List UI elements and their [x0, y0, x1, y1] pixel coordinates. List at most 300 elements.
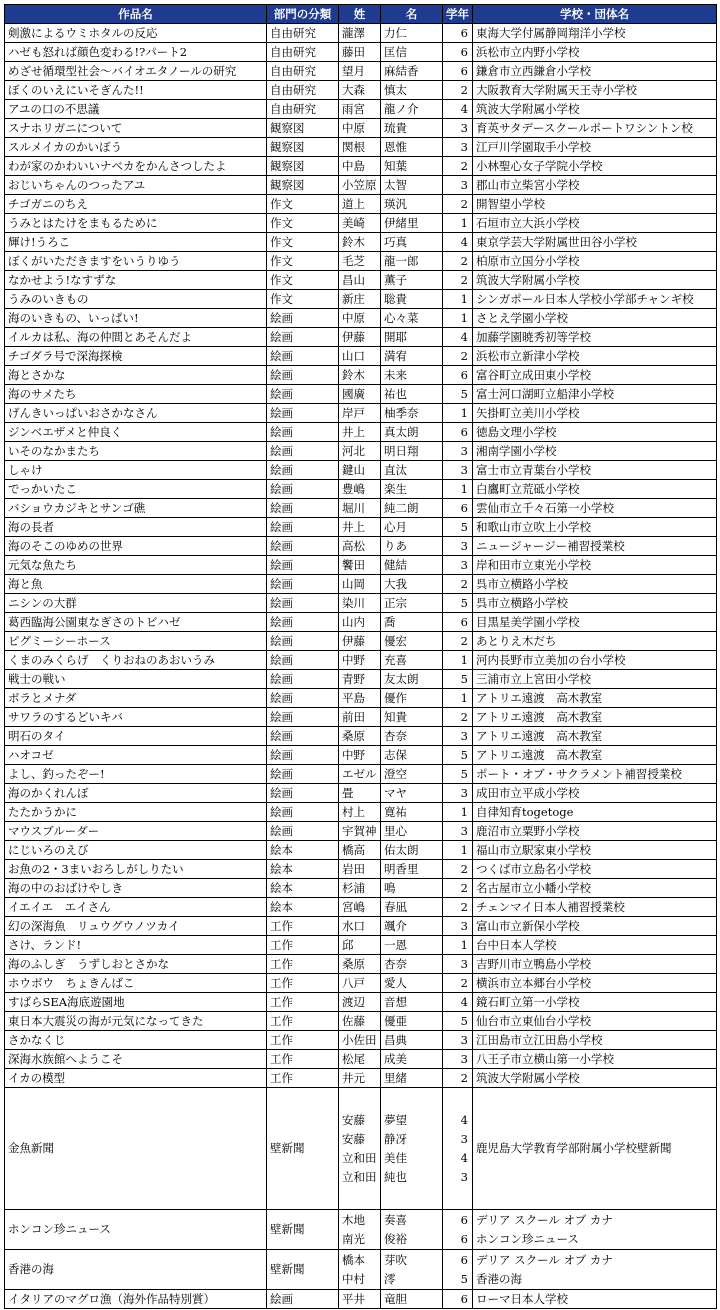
- cell-title: 海と魚: [5, 575, 267, 594]
- cell-title: めざせ循環型社会〜バイオエタノールの研究: [5, 62, 267, 81]
- cell-members-first: [381, 1250, 443, 1290]
- table-row: [5, 138, 717, 157]
- cell-category: 自由研究: [267, 43, 339, 62]
- cell-grade: 3: [443, 176, 473, 195]
- table-row: [5, 556, 717, 575]
- cell-last-name: 中野: [339, 651, 381, 670]
- cell-school: 名古屋市立小幡小学校: [473, 879, 717, 898]
- table-row: [5, 689, 717, 708]
- cell-last-name: 中原: [339, 309, 381, 328]
- table-row: [5, 385, 717, 404]
- cell-grade: 2: [443, 575, 473, 594]
- cell-school: 石垣市立大浜小学校: [473, 214, 717, 233]
- cell-school: 横浜市立本郷台小学校: [473, 974, 717, 993]
- cell-first-name: 愛人: [381, 974, 443, 993]
- cell-last-name: 岸戸: [339, 404, 381, 423]
- cell-grade: 2: [443, 860, 473, 879]
- cell-title: イタリアのマグロ漁（海外作品特別賞）: [5, 1290, 267, 1309]
- cell-school: 呉市立横路小学校: [473, 575, 717, 594]
- cell-last-name: 堀川: [339, 499, 381, 518]
- cell-first-name: 鳴: [381, 879, 443, 898]
- school-line: デリア スクール オブ カナ: [476, 1252, 613, 1267]
- cell-school: あとりえ木だち: [473, 632, 717, 651]
- cell-title: 金魚新聞: [5, 1088, 267, 1210]
- cell-grade: 2: [443, 252, 473, 271]
- table-row: [5, 575, 717, 594]
- table-row: [5, 119, 717, 138]
- member-grade: 3: [460, 1169, 468, 1184]
- group-table-row: [5, 1088, 717, 1210]
- cell-category: 工作: [267, 936, 339, 955]
- award-table: [4, 4, 717, 1309]
- table-row: [5, 727, 717, 746]
- cell-title: 海のそこのゆめの世界: [5, 537, 267, 556]
- school-line: デリア スクール オブ カナ: [476, 1212, 613, 1227]
- cell-grade: 6: [443, 24, 473, 43]
- cell-title: 葛西臨海公園東なぎさのトビハゼ: [5, 613, 267, 632]
- cell-first-name: 佑太朗: [381, 841, 443, 860]
- cell-members-last: [339, 1250, 381, 1290]
- cell-first-name: 心々菜: [381, 309, 443, 328]
- cell-school: アトリエ遠渡 高木教室: [473, 708, 717, 727]
- cell-school: 河内長野市立美加の台小学校: [473, 651, 717, 670]
- cell-category: 絵画: [267, 689, 339, 708]
- member-last: 立和田: [342, 1169, 377, 1184]
- cell-last-name: 伊藤: [339, 328, 381, 347]
- cell-title: ホンコン珍ニュース: [5, 1210, 267, 1250]
- cell-first-name: 春凪: [381, 898, 443, 917]
- cell-title: ぼくのいえにいそぎんた!!: [5, 81, 267, 100]
- cell-title: チゴダラ号で深海探検: [5, 347, 267, 366]
- table-row: [5, 1069, 717, 1088]
- cell-last-name: 佐藤: [339, 1012, 381, 1031]
- cell-title: バショウカジキとサンゴ礁: [5, 499, 267, 518]
- cell-school: 富士河口湖町立船津小学校: [473, 385, 717, 404]
- cell-grade: 1: [443, 936, 473, 955]
- cell-grade: 1: [443, 309, 473, 328]
- cell-category: 絵画: [267, 613, 339, 632]
- cell-category: 絵画: [267, 708, 339, 727]
- cell-school: 筑波大学附属小学校: [473, 100, 717, 119]
- table-row: [5, 537, 717, 556]
- cell-grade: 2: [443, 898, 473, 917]
- cell-last-name: 伊藤: [339, 632, 381, 651]
- cell-title: 元気な魚たち: [5, 556, 267, 575]
- member-first: 静冴: [384, 1131, 407, 1146]
- cell-title: うみのいきもの: [5, 290, 267, 309]
- header-last-name: 姓: [339, 5, 381, 24]
- table-row: [5, 841, 717, 860]
- cell-title: スルメイカのかいぼう: [5, 138, 267, 157]
- table-row: [5, 1290, 717, 1309]
- cell-category: 絵本: [267, 841, 339, 860]
- cell-school: 自律知育togetoge: [473, 803, 717, 822]
- cell-school: さとえ学園小学校: [473, 309, 717, 328]
- cell-last-name: 邱: [339, 936, 381, 955]
- member-grade: 6: [460, 1231, 468, 1246]
- cell-last-name: 桑原: [339, 727, 381, 746]
- table-row: [5, 993, 717, 1012]
- table-row: [5, 157, 717, 176]
- cell-first-name: 優亜: [381, 1012, 443, 1031]
- cell-school: ニュージャージー補習授業校: [473, 537, 717, 556]
- cell-grade: 1: [443, 651, 473, 670]
- cell-title: しゃけ: [5, 461, 267, 480]
- table-row: [5, 860, 717, 879]
- cell-category: 観察図: [267, 119, 339, 138]
- table-row: [5, 594, 717, 613]
- cell-last-name: 水口: [339, 917, 381, 936]
- cell-first-name: 楽生: [381, 480, 443, 499]
- cell-grade: 5: [443, 1012, 473, 1031]
- cell-category: 絵画: [267, 651, 339, 670]
- member-grade: 6: [460, 1252, 468, 1267]
- cell-first-name: 力仁: [381, 24, 443, 43]
- cell-title: でっかいたこ: [5, 480, 267, 499]
- cell-grade: 3: [443, 822, 473, 841]
- cell-members-last: [339, 1088, 381, 1210]
- cell-school: [473, 1088, 717, 1210]
- cell-category: 工作: [267, 993, 339, 1012]
- cell-title: 剣激によるウミホタルの反応: [5, 24, 267, 43]
- cell-title: ニシンの大群: [5, 594, 267, 613]
- cell-category: 絵画: [267, 746, 339, 765]
- cell-category: 作文: [267, 214, 339, 233]
- member-first: 奏喜: [384, 1212, 407, 1227]
- cell-title: 海のふしぎ うずしおとさかな: [5, 955, 267, 974]
- cell-title: さかなくじ: [5, 1031, 267, 1050]
- cell-school: 吉野川市立鴨島小学校: [473, 955, 717, 974]
- cell-first-name: 未来: [381, 366, 443, 385]
- cell-category: 絵画: [267, 328, 339, 347]
- cell-last-name: 美崎: [339, 214, 381, 233]
- cell-category: 作文: [267, 233, 339, 252]
- table-row: [5, 195, 717, 214]
- cell-first-name: 巧真: [381, 233, 443, 252]
- cell-category: 絵画: [267, 461, 339, 480]
- cell-first-name: 麻結香: [381, 62, 443, 81]
- cell-grade: 1: [443, 803, 473, 822]
- cell-category: 絵画: [267, 518, 339, 537]
- cell-grade: 1: [443, 480, 473, 499]
- member-last: 南光: [342, 1231, 365, 1246]
- cell-first-name: 充喜: [381, 651, 443, 670]
- cell-title: 海の長者: [5, 518, 267, 537]
- cell-grade: 6: [443, 423, 473, 442]
- cell-grade: 6: [443, 43, 473, 62]
- cell-last-name: 前田: [339, 708, 381, 727]
- table-row: [5, 176, 717, 195]
- cell-category: 作文: [267, 290, 339, 309]
- cell-last-name: 宮嶋: [339, 898, 381, 917]
- table-row: [5, 1031, 717, 1050]
- table-row: [5, 898, 717, 917]
- cell-school: 福山市立駅家東小学校: [473, 841, 717, 860]
- cell-first-name: 大我: [381, 575, 443, 594]
- cell-school: アトリエ遠渡 高木教室: [473, 689, 717, 708]
- table-row: [5, 480, 717, 499]
- cell-school: 白鷹町立荒砥小学校: [473, 480, 717, 499]
- cell-category: 絵画: [267, 423, 339, 442]
- cell-title: おじいちゃんのつったアユ: [5, 176, 267, 195]
- cell-last-name: 中野: [339, 746, 381, 765]
- cell-first-name: 瑛汎: [381, 195, 443, 214]
- cell-last-name: 鈴木: [339, 233, 381, 252]
- cell-category: 自由研究: [267, 100, 339, 119]
- cell-last-name: 新庄: [339, 290, 381, 309]
- member-last: 安藤: [342, 1112, 365, 1127]
- school-line: ホンコン珍ニュース: [476, 1231, 579, 1246]
- cell-first-name: 薫子: [381, 271, 443, 290]
- cell-category: 観察図: [267, 176, 339, 195]
- cell-school: 筑波大学附属小学校: [473, 1069, 717, 1088]
- cell-category: 工作: [267, 1012, 339, 1031]
- cell-school: チェンマイ日本人補習授業校: [473, 898, 717, 917]
- cell-last-name: 村上: [339, 803, 381, 822]
- table-body: [5, 24, 717, 1309]
- table-row: [5, 746, 717, 765]
- cell-last-name: 國廣: [339, 385, 381, 404]
- cell-title: げんきいっぱいおさかなさん: [5, 404, 267, 423]
- cell-title: ピグミーシーホース: [5, 632, 267, 651]
- cell-school: 仙台市立東仙台小学校: [473, 1012, 717, 1031]
- member-last: 木地: [342, 1212, 365, 1227]
- cell-grade: 2: [443, 157, 473, 176]
- cell-last-name: 松尾: [339, 1050, 381, 1069]
- cell-grade: 6: [443, 613, 473, 632]
- cell-first-name: 太智: [381, 176, 443, 195]
- table-row: [5, 803, 717, 822]
- cell-grade: 3: [443, 1050, 473, 1069]
- member-grade: 4: [460, 1112, 468, 1127]
- cell-title: 海のいきもの、いっぱい!: [5, 309, 267, 328]
- header-row: [5, 5, 717, 24]
- cell-first-name: 優宏: [381, 632, 443, 651]
- table-row: [5, 974, 717, 993]
- cell-last-name: 井元: [339, 1069, 381, 1088]
- cell-first-name: 昌典: [381, 1031, 443, 1050]
- school-line: 鹿児島大学教育学部附属小学校壁新聞: [476, 1141, 672, 1155]
- cell-last-name: 望月: [339, 62, 381, 81]
- cell-last-name: 八戸: [339, 974, 381, 993]
- member-last: 安藤: [342, 1131, 365, 1146]
- cell-school: 鏡石町立第一小学校: [473, 993, 717, 1012]
- table-row: [5, 423, 717, 442]
- cell-school: 台中日本人学校: [473, 936, 717, 955]
- cell-first-name: 祐也: [381, 385, 443, 404]
- cell-school: 富谷町立成田東小学校: [473, 366, 717, 385]
- cell-grade: 4: [443, 993, 473, 1012]
- table-row: [5, 499, 717, 518]
- cell-category: 作文: [267, 252, 339, 271]
- cell-school: 東海大学付属静岡翔洋小学校: [473, 24, 717, 43]
- cell-grade: 4: [443, 233, 473, 252]
- cell-first-name: 柚季奈: [381, 404, 443, 423]
- cell-category: 自由研究: [267, 24, 339, 43]
- cell-title: 幻の深海魚 リュウグウノツカイ: [5, 917, 267, 936]
- cell-first-name: 匡信: [381, 43, 443, 62]
- header-first-name: 名: [381, 5, 443, 24]
- cell-category: 絵画: [267, 822, 339, 841]
- cell-first-name: 成美: [381, 1050, 443, 1069]
- cell-category: 観察図: [267, 138, 339, 157]
- cell-first-name: 寛祐: [381, 803, 443, 822]
- cell-title: なかせよう!なすずな: [5, 271, 267, 290]
- table-row: [5, 252, 717, 271]
- member-last: 立和田: [342, 1150, 377, 1165]
- cell-first-name: 優作: [381, 689, 443, 708]
- cell-title: イルカは私、海の仲間とあそんだよ: [5, 328, 267, 347]
- cell-school: つくば市立島名小学校: [473, 860, 717, 879]
- header-grade: 学年: [443, 5, 473, 24]
- cell-last-name: 中島: [339, 157, 381, 176]
- cell-first-name: 龍一郎: [381, 252, 443, 271]
- member-last: 中村: [342, 1271, 365, 1286]
- cell-last-name: 雨宮: [339, 100, 381, 119]
- cell-last-name: 井上: [339, 518, 381, 537]
- cell-grade: 3: [443, 461, 473, 480]
- cell-first-name: 志保: [381, 746, 443, 765]
- group-table-row: [5, 1250, 717, 1290]
- cell-category: 工作: [267, 974, 339, 993]
- member-first: 夢望: [384, 1112, 407, 1127]
- cell-grade: 4: [443, 100, 473, 119]
- table-row: [5, 955, 717, 974]
- member-grade: 3: [460, 1131, 468, 1146]
- cell-grade: 3: [443, 556, 473, 575]
- member-last: 橋本: [342, 1252, 365, 1267]
- cell-title: うみとはたけをまもるために: [5, 214, 267, 233]
- cell-grade: 1: [443, 689, 473, 708]
- table-row: [5, 366, 717, 385]
- cell-school: ローマ日本人学校: [473, 1290, 717, 1309]
- cell-school: 柏原市立国分小学校: [473, 252, 717, 271]
- cell-school: 育英サタデースクールポートワシントン校: [473, 119, 717, 138]
- cell-grade: 2: [443, 271, 473, 290]
- cell-category: 絵本: [267, 860, 339, 879]
- cell-first-name: 颯介: [381, 917, 443, 936]
- school-line: 香港の海: [476, 1271, 522, 1286]
- table-row: [5, 24, 717, 43]
- cell-last-name: 染川: [339, 594, 381, 613]
- cell-last-name: 藤田: [339, 43, 381, 62]
- cell-last-name: 河北: [339, 442, 381, 461]
- table-row: [5, 81, 717, 100]
- cell-first-name: 友太朗: [381, 670, 443, 689]
- table-row: [5, 917, 717, 936]
- cell-grade: 2: [443, 708, 473, 727]
- cell-members-grade: [443, 1250, 473, 1290]
- cell-last-name: 小笠原: [339, 176, 381, 195]
- member-first: 美佳: [384, 1150, 407, 1165]
- cell-last-name: 関根: [339, 138, 381, 157]
- cell-school: 目黒星美学園小学校: [473, 613, 717, 632]
- cell-title: 海のサメたち: [5, 385, 267, 404]
- cell-last-name: 杉浦: [339, 879, 381, 898]
- member-grade: 5: [460, 1271, 468, 1286]
- cell-category: 作文: [267, 195, 339, 214]
- cell-grade: 2: [443, 1069, 473, 1088]
- cell-title: ジンベエザメと仲良く: [5, 423, 267, 442]
- cell-school: 雲仙市立千々石第一小学校: [473, 499, 717, 518]
- cell-title: サワラのするどいキバ: [5, 708, 267, 727]
- cell-grade: 3: [443, 138, 473, 157]
- cell-category: 絵画: [267, 765, 339, 784]
- cell-title: スナホリガニについて: [5, 119, 267, 138]
- cell-first-name: りあ: [381, 537, 443, 556]
- table-row: [5, 214, 717, 233]
- cell-last-name: 平島: [339, 689, 381, 708]
- cell-first-name: 開耶: [381, 328, 443, 347]
- cell-school: 成田市立平成小学校: [473, 784, 717, 803]
- cell-school: 矢掛町立美川小学校: [473, 404, 717, 423]
- cell-title: 深海水族館へようこそ: [5, 1050, 267, 1069]
- cell-category: 絵本: [267, 879, 339, 898]
- cell-grade: 6: [443, 1290, 473, 1309]
- cell-last-name: 平井: [339, 1290, 381, 1309]
- cell-title: たたかうかに: [5, 803, 267, 822]
- cell-first-name: 直汰: [381, 461, 443, 480]
- cell-title: ハオコゼ: [5, 746, 267, 765]
- cell-school: 江戸川学園取手小学校: [473, 138, 717, 157]
- cell-category: 絵画: [267, 727, 339, 746]
- cell-first-name: 琉貴: [381, 119, 443, 138]
- table-row: [5, 62, 717, 81]
- cell-category: 絵画: [267, 366, 339, 385]
- cell-title: よし、釣ったぞー!: [5, 765, 267, 784]
- cell-first-name: 恩惟: [381, 138, 443, 157]
- cell-last-name: 毛芝: [339, 252, 381, 271]
- cell-category: 絵画: [267, 385, 339, 404]
- cell-title: すばらSEA海底遊園地: [5, 993, 267, 1012]
- cell-category: 観察図: [267, 157, 339, 176]
- cell-category: 絵画: [267, 670, 339, 689]
- table-row: [5, 1012, 717, 1031]
- cell-school: アトリエ遠渡 高木教室: [473, 746, 717, 765]
- header-category: 部門の分類: [267, 5, 339, 24]
- cell-grade: 3: [443, 784, 473, 803]
- cell-grade: 3: [443, 119, 473, 138]
- table-row: [5, 1050, 717, 1069]
- cell-grade: 1: [443, 214, 473, 233]
- cell-grade: 2: [443, 974, 473, 993]
- cell-last-name: 高松: [339, 537, 381, 556]
- cell-first-name: 知貴: [381, 708, 443, 727]
- cell-title: 海とさかな: [5, 366, 267, 385]
- cell-last-name: 大森: [339, 81, 381, 100]
- cell-school: 開智望小学校: [473, 195, 717, 214]
- cell-category: 絵画: [267, 784, 339, 803]
- cell-grade: 5: [443, 670, 473, 689]
- cell-last-name: 山内: [339, 613, 381, 632]
- cell-school: 東京学芸大学附属世田谷小学校: [473, 233, 717, 252]
- cell-first-name: 心月: [381, 518, 443, 537]
- table-row: [5, 290, 717, 309]
- cell-school: 三浦市立上宮田小学校: [473, 670, 717, 689]
- cell-school: 呉市立横路小学校: [473, 594, 717, 613]
- cell-school: 湘南学園小学校: [473, 442, 717, 461]
- cell-title: にじいろのえび: [5, 841, 267, 860]
- cell-first-name: 龍ノ介: [381, 100, 443, 119]
- cell-grade: 3: [443, 1031, 473, 1050]
- table-row: [5, 271, 717, 290]
- cell-first-name: 伊緒里: [381, 214, 443, 233]
- cell-title: 明石のタイ: [5, 727, 267, 746]
- cell-title: くまのみくらげ くりおねのあおいうみ: [5, 651, 267, 670]
- cell-category: 絵画: [267, 556, 339, 575]
- member-grade: 6: [460, 1212, 468, 1227]
- cell-category: 自由研究: [267, 62, 339, 81]
